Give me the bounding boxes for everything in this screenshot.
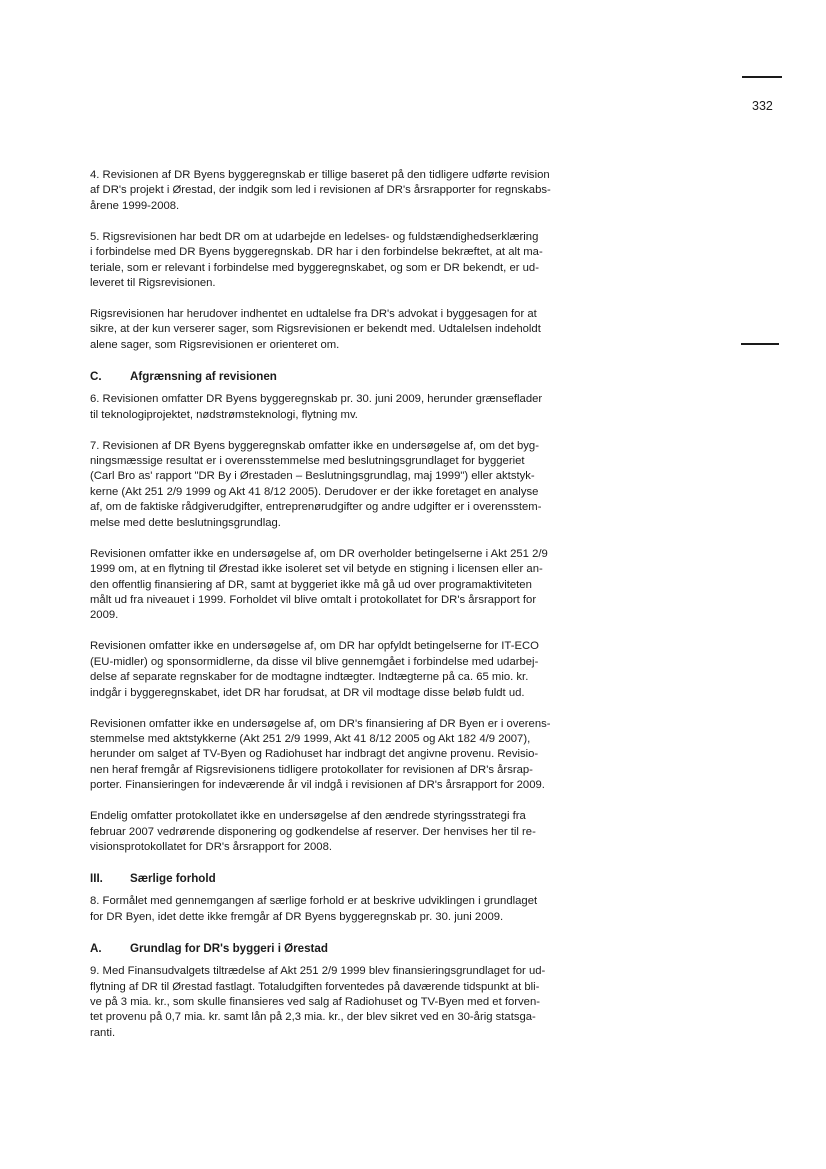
section-title: Afgrænsning af revisionen — [130, 369, 277, 383]
section-title: Grundlag for DR's byggeri i Ørestad — [130, 941, 328, 955]
paragraph-7: 7. Revisionen af DR Byens byggeregnskab omfatter ikke en undersøgelse af, om det byg- ningsmæssige resultat er i overensstemmelse med beslutningsgrundlaget for byggeriet (Carl Bro as' rapport "DR By i Ørestaden – Beslutningsgrundlag, maj 1999") eller aktstyk- kerne (Akt 251 2/9 1999 og Akt 41 8/12 2005). Derudover er der ikke foretaget en analyse af, om de faktiske rådgiverudgifter, entreprenørudgifter og andre udgifter er i overensstem- melse med dette beslutningsgrundlag. — [90, 439, 542, 529]
section-heading-a — [90, 941, 620, 956]
paragraph-5: 5. Rigsrevisionen har bedt DR om at udarbejde en ledelses- og fuldstændighedserklæring i forbindelse med DR Byens byggeregnskab. DR har i den forbindelse bekræftet, at alt ma- teriale, som er relevant i forbindelse med byggeregnskabet, og som er DR bekendt, er ud- leveret til Rigsrevisionen. — [90, 230, 543, 290]
section-number: A. — [90, 941, 102, 955]
section-number: III. — [90, 871, 103, 885]
paragraph-8: 8. Formålet med gennemgangen af særlige forhold er at beskrive udviklingen i grundlaget for DR Byen, idet dette ikke fremgår af DR Byens byggeregnskab pr. 30. juni 2009. — [90, 895, 538, 923]
margin-rule — [741, 343, 779, 345]
document-body — [90, 168, 620, 1057]
paragraph-7-e: Endelig omfatter protokollatet ikke en undersøgelse af den ændrede styringsstrategi fra februar 2007 vedrørende disponering og godkendelse af reserver. Der henvises her til re- visionsprotokollatet for DR's årsrapport for 2008. — [90, 810, 536, 853]
paragraph-4: 4. Revisionen af DR Byens byggeregnskab er tillige baseret på den tidligere udførte revision af DR's projekt i Ørestad, der indgik som led i revisionen af DR's årsrapporter for regnskabs- årene 1999-2008. — [90, 169, 551, 212]
paragraph-6: 6. Revisionen omfatter DR Byens byggeregnskab pr. 30. juni 2009, herunder grænseflader til teknologiprojektet, nødstrømsteknologi, flytning mv. — [90, 393, 543, 421]
paragraph-9: 9. Med Finansudvalgets tiltrædelse af Akt 251 2/9 1999 blev finansieringsgrundlaget for ud- flytning af DR til Ørestad fastlagt. Totaludgiften forventedes på daværende tidspunkt at bli- ve på 3 mia. kr., som skulle finansieres ved salg af Radiohuset og TV-Byen med et forven- tet provenu på 0,7 mia. kr. samt lån på 2,3 mia. kr., der blev sikret ved en 30-årig statsga- ranti. — [90, 965, 546, 1039]
section-title: Særlige forhold — [130, 871, 216, 885]
paragraph-7-d: Revisionen omfatter ikke en undersøgelse af, om DR's finansiering af DR Byen er i overens- stemmelse med aktstykkerne (Akt 251 2/9 1999, Akt 41 8/12 2005 og Akt 182 4/9 2007), herunder om salget af TV-Byen og Radiohuset har indbragt det angivne provenu. Revisio- nen heraf fremgår af Rigsrevisionens tidligere protokollater for revisionen af DR's årsrap- porter. Finansieringen for indeværende år vil indgå i revisionen af DR's årsrapport for 2009. — [90, 717, 551, 792]
section-heading-c — [90, 369, 620, 384]
section-heading-iii — [90, 871, 620, 886]
section-number: C. — [90, 369, 102, 383]
paragraph-7-b: Revisionen omfatter ikke en undersøgelse af, om DR overholder betingelserne i Akt 251 2/9 1999 om, at en flytning til Ørestad ikke isoleret set vil betyde en stigning i licensen eller an- den offentlig finansiering af DR, samt at byggeriet ikke må gå ud over programaktiviteten målt ud fra niveauet i 1999. Forholdet vil blive omtalt i protokollatet for DR's årsrapport for 2009. — [90, 547, 548, 622]
paragraph-5-continued: Rigsrevisionen har herudover indhentet en udtalelse fra DR's advokat i byggesagen for at sikre, at der kun verserer sager, som Rigsrevisionen er bekendt med. Udtalelsen indeholdt alene sager, som Rigsrevisionen er orienteret om. — [90, 308, 541, 351]
page-number: 332 — [752, 99, 773, 113]
header-rule — [742, 76, 782, 78]
paragraph-7-c: Revisionen omfatter ikke en undersøgelse af, om DR har opfyldt betingelserne for IT-ECO (EU-midler) og sponsormidlerne, da disse vil blive gennemgået i forbindelse med udarbej- delse af separate regnskaber for de modtagne indtægter. Indtægterne på ca. 65 mio. kr. indgår i byggeregnskabet, idet DR har forudsat, at DR vil modtage disse beløb fuldt ud. — [90, 640, 539, 699]
